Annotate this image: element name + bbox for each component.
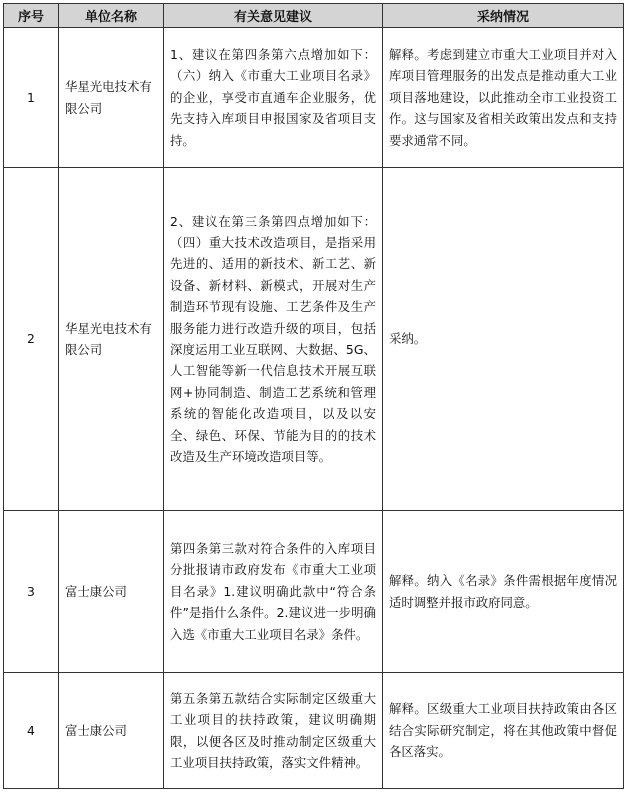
row-suggestion: 1、建议在第四条第六点增加如下：（六）纳入《市重大工业项目名录》的企业，享受市直通车企业服务，优先支持入库项目申报国家及省项目支持。 (164, 28, 383, 168)
table-row (4, 673, 624, 789)
row-adoption: 解释。纳入《名录》条件需根据年度情况适时调整并报市政府同意。 (383, 511, 624, 673)
table-row (4, 168, 624, 511)
feedback-table (3, 3, 624, 789)
row-num: 3 (4, 511, 59, 673)
row-unit: 华星光电技术有限公司 (59, 28, 164, 168)
row-num: 2 (4, 168, 59, 511)
row-suggestion: 第四条第三款对符合条件的入库项目分批报请市政府发布《市重大工业项目名录》1.建议明确此款中“符合条件”是指什么条件。2.建议进一步明确入选《市重大工业项目名录》条件。 (164, 511, 383, 673)
row-unit: 华星光电技术有限公司 (59, 168, 164, 511)
header-suggestion: 有关意见建议 (164, 4, 383, 28)
header-unit: 单位名称 (59, 4, 164, 28)
table-row (4, 28, 624, 168)
row-suggestion: 第五条第五款结合实际制定区级重大工业项目的扶持政策，建议明确期限，以便各区及时推动制定区级重大工业项目扶持政策，落实文件精神。 (164, 673, 383, 789)
header-adoption: 采纳情况 (383, 4, 624, 28)
row-num: 4 (4, 673, 59, 789)
row-unit: 富士康公司 (59, 511, 164, 673)
row-adoption: 采纳。 (383, 168, 624, 511)
row-adoption: 解释。区级重大工业项目扶持政策由各区结合实际研究制定，将在其他政策中督促各区落实。 (383, 673, 624, 789)
row-suggestion: 2、建议在第三条第四点增加如下：（四）重大技术改造项目，是指采用先进的、适用的新技术、新工艺、新设备、新材料、新模式，开展对生产制造环节现有设施、工艺条件及生产服务能力进行改造升级的项目，包括深度运用工业互联网、大数据、5G、人工智能等新一代信息技术开展互联网+协同制造、制造工艺系统和管理系统的智能化改造项目，以及以安全、绿色、环保、节能为目的的技术改造及生产环境改造项目等。 (164, 168, 383, 511)
row-unit: 富士康公司 (59, 673, 164, 789)
row-adoption: 解释。考虑到建立市重大工业项目并对入库项目管理服务的出发点是推动重大工业项目落地建设，以此推动全市工业投资工作。这与国家及省相关政策出发点和支持要求通常不同。 (383, 28, 624, 168)
header-row (4, 4, 624, 28)
header-num: 序号 (4, 4, 59, 28)
row-num: 1 (4, 28, 59, 168)
table-row (4, 511, 624, 673)
